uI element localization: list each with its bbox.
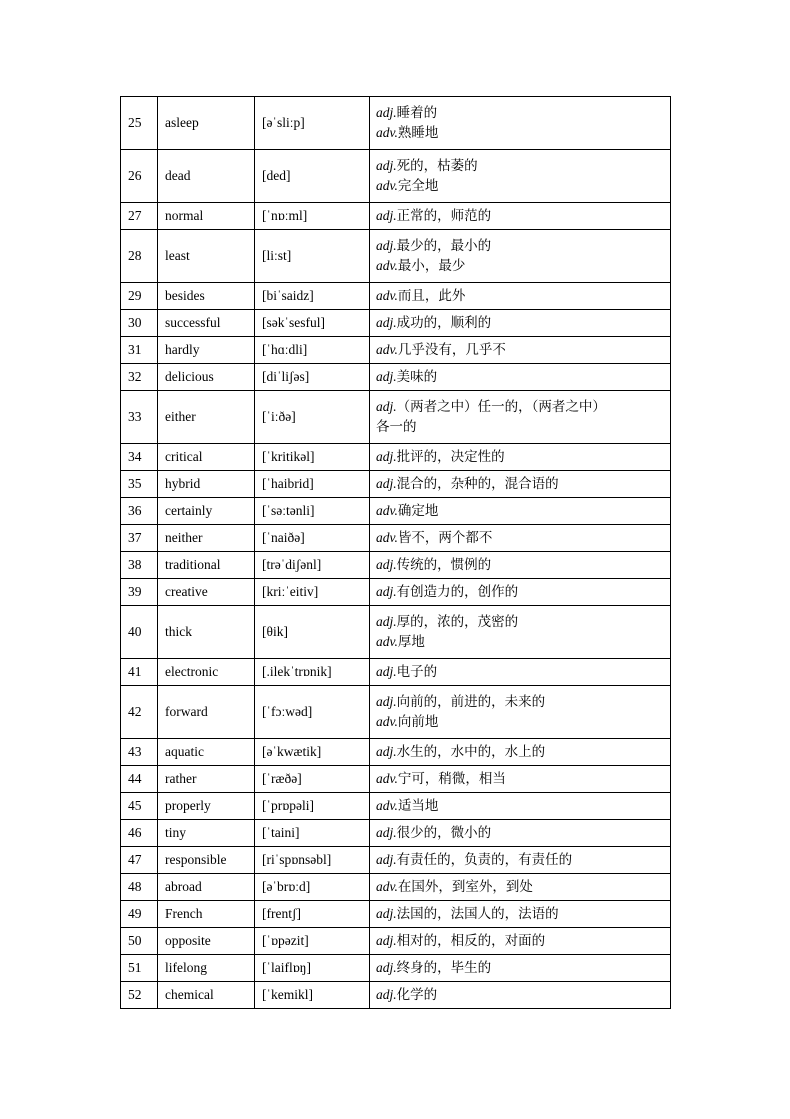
entry-definition xyxy=(370,955,671,982)
table-row xyxy=(121,525,671,552)
entry-definition xyxy=(370,498,671,525)
vocabulary-table-body xyxy=(121,97,671,1009)
definition-line xyxy=(376,474,670,494)
entry-number: 36 xyxy=(121,498,158,525)
part-of-speech: adj. xyxy=(376,399,397,414)
definition-text: 传统的，惯例的 xyxy=(396,557,492,573)
entry-phonetic: [ˈnaiðə] xyxy=(255,525,370,552)
definition-line xyxy=(376,823,670,843)
entry-phonetic: [.ilekˈtrɒnik] xyxy=(255,659,370,686)
entry-phonetic: [liːst] xyxy=(255,230,370,283)
entry-phonetic: [θik] xyxy=(255,606,370,659)
table-row xyxy=(121,337,671,364)
entry-number: 27 xyxy=(121,203,158,230)
table-row xyxy=(121,150,671,203)
entry-number: 51 xyxy=(121,955,158,982)
table-row xyxy=(121,203,671,230)
entry-phonetic: [ˈhaibrid] xyxy=(255,471,370,498)
entry-phonetic: [diˈliʃəs] xyxy=(255,364,370,391)
entry-number: 34 xyxy=(121,444,158,471)
definition-text: 几乎没有，几乎不 xyxy=(397,342,506,358)
definition-line xyxy=(376,417,670,437)
entry-phonetic: [ˈprɒpəli] xyxy=(255,793,370,820)
part-of-speech: adj. xyxy=(376,906,397,921)
table-row xyxy=(121,606,671,659)
definition-text: 死的，枯萎的 xyxy=(396,158,478,174)
definition-text: 美味的 xyxy=(396,369,438,385)
entry-definition xyxy=(370,874,671,901)
table-row xyxy=(121,793,671,820)
part-of-speech: adv. xyxy=(376,798,398,813)
part-of-speech: adj. xyxy=(376,208,397,223)
definition-line xyxy=(376,985,670,1005)
entry-number: 29 xyxy=(121,283,158,310)
part-of-speech: adv. xyxy=(376,342,398,357)
definition-line xyxy=(376,712,670,732)
entry-phonetic: [ˈɒpəzit] xyxy=(255,928,370,955)
definition-text: 化学的 xyxy=(396,987,438,1003)
entry-word: successful xyxy=(158,310,255,337)
part-of-speech: adv. xyxy=(376,714,398,729)
entry-definition xyxy=(370,928,671,955)
table-row xyxy=(121,391,671,444)
part-of-speech: adj. xyxy=(376,614,397,629)
entry-phonetic: [ˈsəːtənli] xyxy=(255,498,370,525)
table-row xyxy=(121,766,671,793)
entry-word: delicious xyxy=(158,364,255,391)
entry-phonetic: [səkˈsesful] xyxy=(255,310,370,337)
entry-definition xyxy=(370,579,671,606)
table-row xyxy=(121,955,671,982)
entry-definition xyxy=(370,659,671,686)
definition-line xyxy=(376,796,670,816)
entry-number: 52 xyxy=(121,982,158,1009)
entry-word: electronic xyxy=(158,659,255,686)
definition-line xyxy=(376,555,670,575)
table-row xyxy=(121,928,671,955)
definition-text: 向前地 xyxy=(397,714,439,730)
definition-text: 有创造力的，创作的 xyxy=(396,584,519,600)
entry-number: 40 xyxy=(121,606,158,659)
part-of-speech: adj. xyxy=(376,238,397,253)
entry-number: 37 xyxy=(121,525,158,552)
entry-number: 28 xyxy=(121,230,158,283)
entry-definition xyxy=(370,552,671,579)
table-row xyxy=(121,982,671,1009)
entry-number: 30 xyxy=(121,310,158,337)
entry-word: aquatic xyxy=(158,739,255,766)
entry-phonetic: [ded] xyxy=(255,150,370,203)
definition-text: 确定地 xyxy=(397,503,439,519)
entry-word: chemical xyxy=(158,982,255,1009)
part-of-speech: adv. xyxy=(376,530,398,545)
definition-text: 皆不，两个都不 xyxy=(397,530,493,546)
entry-number: 50 xyxy=(121,928,158,955)
definition-text: 适当地 xyxy=(397,798,439,814)
table-row xyxy=(121,97,671,150)
entry-definition xyxy=(370,391,671,444)
entry-number: 41 xyxy=(121,659,158,686)
part-of-speech: adj. xyxy=(376,664,397,679)
entry-phonetic: [əˈbrɒːd] xyxy=(255,874,370,901)
definition-line xyxy=(376,742,670,762)
table-row xyxy=(121,739,671,766)
entry-phonetic: [biˈsaidz] xyxy=(255,283,370,310)
entry-number: 38 xyxy=(121,552,158,579)
entry-definition xyxy=(370,230,671,283)
table-row xyxy=(121,283,671,310)
entry-word: asleep xyxy=(158,97,255,150)
definition-line xyxy=(376,501,670,521)
entry-word: abroad xyxy=(158,874,255,901)
definition-text: 宁可，稍微，相当 xyxy=(397,771,506,787)
entry-number: 45 xyxy=(121,793,158,820)
part-of-speech: adj. xyxy=(376,158,397,173)
table-row xyxy=(121,444,671,471)
entry-word: opposite xyxy=(158,928,255,955)
table-row xyxy=(121,901,671,928)
part-of-speech: adv. xyxy=(376,178,398,193)
definition-line xyxy=(376,156,670,176)
entry-definition xyxy=(370,364,671,391)
definition-text: 而且，此外 xyxy=(397,288,466,304)
definition-text: 厚地 xyxy=(397,634,425,650)
entry-phonetic: [əˈkwætik] xyxy=(255,739,370,766)
table-row xyxy=(121,579,671,606)
definition-text: 各一的 xyxy=(376,419,417,435)
part-of-speech: adv. xyxy=(376,125,398,140)
definition-text: 相对的，相反的，对面的 xyxy=(396,933,546,949)
definition-text: 最少的，最小的 xyxy=(396,238,492,254)
part-of-speech: adj. xyxy=(376,476,397,491)
part-of-speech: adj. xyxy=(376,933,397,948)
table-row xyxy=(121,471,671,498)
definition-text: 终身的，毕生的 xyxy=(396,960,492,976)
entry-number: 32 xyxy=(121,364,158,391)
table-row xyxy=(121,364,671,391)
definition-text: 法国的，法国人的，法语的 xyxy=(396,906,559,922)
definition-text: 水生的，水中的，水上的 xyxy=(396,744,546,760)
entry-word: critical xyxy=(158,444,255,471)
entry-definition xyxy=(370,847,671,874)
entry-definition xyxy=(370,310,671,337)
entry-number: 42 xyxy=(121,686,158,739)
part-of-speech: adj. xyxy=(376,852,397,867)
part-of-speech: adv. xyxy=(376,771,398,786)
entry-definition xyxy=(370,150,671,203)
definition-text: 睡着的 xyxy=(396,105,438,121)
definition-line xyxy=(376,958,670,978)
entry-definition xyxy=(370,793,671,820)
definition-text: 混合的，杂种的，混合语的 xyxy=(396,476,559,492)
table-row xyxy=(121,498,671,525)
entry-definition xyxy=(370,471,671,498)
vocabulary-table xyxy=(120,96,671,1009)
part-of-speech: adj. xyxy=(376,584,397,599)
entry-word: either xyxy=(158,391,255,444)
entry-number: 25 xyxy=(121,97,158,150)
entry-phonetic: [ˈkritikəl] xyxy=(255,444,370,471)
entry-word: dead xyxy=(158,150,255,203)
part-of-speech: adj. xyxy=(376,105,397,120)
entry-definition xyxy=(370,97,671,150)
table-row xyxy=(121,310,671,337)
part-of-speech: adj. xyxy=(376,369,397,384)
entry-phonetic: [ˈræðə] xyxy=(255,766,370,793)
definition-line xyxy=(376,877,670,897)
part-of-speech: adv. xyxy=(376,288,398,303)
entry-number: 26 xyxy=(121,150,158,203)
part-of-speech: adv. xyxy=(376,258,398,273)
entry-number: 48 xyxy=(121,874,158,901)
entry-phonetic: [trəˈdiʃənl] xyxy=(255,552,370,579)
entry-word: creative xyxy=(158,579,255,606)
entry-word: responsible xyxy=(158,847,255,874)
definition-line xyxy=(376,769,670,789)
definition-text: 厚的，浓的，茂密的 xyxy=(396,614,519,630)
entry-phonetic: [ˈlaiflɒŋ] xyxy=(255,955,370,982)
part-of-speech: adv. xyxy=(376,503,398,518)
part-of-speech: adj. xyxy=(376,449,397,464)
entry-word: thick xyxy=(158,606,255,659)
entry-phonetic: [ˈkemikl] xyxy=(255,982,370,1009)
entry-word: besides xyxy=(158,283,255,310)
entry-definition xyxy=(370,820,671,847)
table-row xyxy=(121,659,671,686)
part-of-speech: adj. xyxy=(376,825,397,840)
entry-word: forward xyxy=(158,686,255,739)
entry-word: hardly xyxy=(158,337,255,364)
definition-text: 熟睡地 xyxy=(397,125,439,141)
definition-line xyxy=(376,397,670,417)
entry-word: neither xyxy=(158,525,255,552)
entry-definition xyxy=(370,739,671,766)
entry-word: certainly xyxy=(158,498,255,525)
entry-number: 35 xyxy=(121,471,158,498)
part-of-speech: adj. xyxy=(376,744,397,759)
definition-line xyxy=(376,256,670,276)
entry-number: 46 xyxy=(121,820,158,847)
definition-line xyxy=(376,103,670,123)
entry-definition xyxy=(370,283,671,310)
entry-phonetic: [riˈspɒnsəbl] xyxy=(255,847,370,874)
entry-word: tiny xyxy=(158,820,255,847)
table-row xyxy=(121,820,671,847)
entry-phonetic: [ˈtaini] xyxy=(255,820,370,847)
definition-line xyxy=(376,632,670,652)
entry-phonetic: [ˈfɔːwəd] xyxy=(255,686,370,739)
definition-line xyxy=(376,286,670,306)
table-row xyxy=(121,874,671,901)
definition-text: 电子的 xyxy=(396,664,438,680)
table-row xyxy=(121,847,671,874)
entry-number: 49 xyxy=(121,901,158,928)
definition-text: （两者之中）任一的，（两者之中） xyxy=(396,399,606,415)
entry-phonetic: [frentʃ] xyxy=(255,901,370,928)
entry-phonetic: [əˈsliːp] xyxy=(255,97,370,150)
entry-number: 47 xyxy=(121,847,158,874)
entry-number: 44 xyxy=(121,766,158,793)
definition-text: 批评的，决定性的 xyxy=(396,449,505,465)
part-of-speech: adj. xyxy=(376,987,397,1002)
entry-definition xyxy=(370,203,671,230)
entry-phonetic: [ˈiːðə] xyxy=(255,391,370,444)
definition-line xyxy=(376,206,670,226)
table-row xyxy=(121,552,671,579)
part-of-speech: adj. xyxy=(376,557,397,572)
entry-definition xyxy=(370,444,671,471)
entry-definition xyxy=(370,606,671,659)
definition-line xyxy=(376,236,670,256)
entry-phonetic: [kriːˈeitiv] xyxy=(255,579,370,606)
part-of-speech: adj. xyxy=(376,315,397,330)
entry-word: least xyxy=(158,230,255,283)
entry-phonetic: [ˈnɒːml] xyxy=(255,203,370,230)
entry-definition xyxy=(370,525,671,552)
definition-line xyxy=(376,528,670,548)
definition-line xyxy=(376,367,670,387)
definition-line xyxy=(376,931,670,951)
definition-text: 完全地 xyxy=(397,178,439,194)
definition-line xyxy=(376,692,670,712)
entry-word: traditional xyxy=(158,552,255,579)
definition-line xyxy=(376,123,670,143)
entry-number: 31 xyxy=(121,337,158,364)
entry-number: 39 xyxy=(121,579,158,606)
definition-line xyxy=(376,313,670,333)
definition-line xyxy=(376,340,670,360)
part-of-speech: adv. xyxy=(376,634,398,649)
entry-phonetic: [ˈhɑːdli] xyxy=(255,337,370,364)
definition-text: 向前的，前进的，未来的 xyxy=(396,694,546,710)
entry-number: 33 xyxy=(121,391,158,444)
entry-word: properly xyxy=(158,793,255,820)
table-row xyxy=(121,686,671,739)
definition-line xyxy=(376,850,670,870)
entry-definition xyxy=(370,982,671,1009)
entry-definition xyxy=(370,337,671,364)
entry-word: French xyxy=(158,901,255,928)
entry-word: hybrid xyxy=(158,471,255,498)
definition-text: 在国外，到室外，到处 xyxy=(397,879,533,895)
entry-word: rather xyxy=(158,766,255,793)
entry-definition xyxy=(370,901,671,928)
definition-line xyxy=(376,904,670,924)
part-of-speech: adj. xyxy=(376,960,397,975)
definition-text: 成功的，顺利的 xyxy=(396,315,492,331)
entry-word: lifelong xyxy=(158,955,255,982)
definition-text: 有责任的，负责的，有责任的 xyxy=(396,852,573,868)
entry-definition xyxy=(370,686,671,739)
definition-text: 很少的，微小的 xyxy=(396,825,492,841)
entry-word: normal xyxy=(158,203,255,230)
definition-line xyxy=(376,582,670,602)
definition-line xyxy=(376,176,670,196)
definition-line xyxy=(376,447,670,467)
definition-text: 正常的，师范的 xyxy=(396,208,492,224)
definition-text: 最小，最少 xyxy=(397,258,466,274)
table-row xyxy=(121,230,671,283)
entry-definition xyxy=(370,766,671,793)
part-of-speech: adv. xyxy=(376,879,398,894)
entry-number: 43 xyxy=(121,739,158,766)
part-of-speech: adj. xyxy=(376,694,397,709)
definition-line xyxy=(376,612,670,632)
definition-line xyxy=(376,662,670,682)
